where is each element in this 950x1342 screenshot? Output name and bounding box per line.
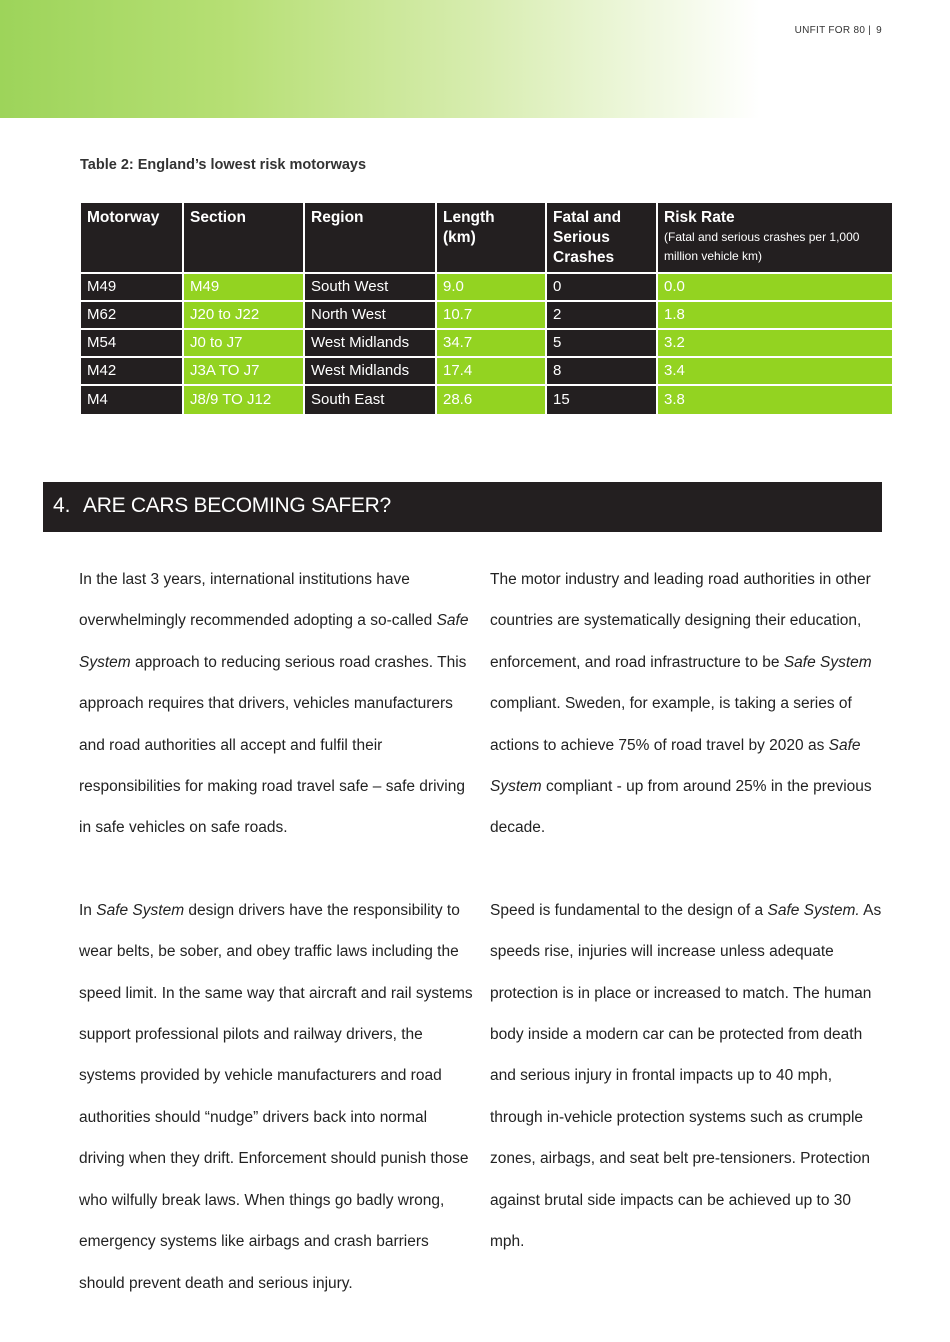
text-run: The motor industry and leading road authorities in other countries are systematically designing their education, enforcement, and road infrastructure to be — [490, 571, 871, 671]
cell-crashes: 8 — [546, 357, 657, 385]
paragraph — [79, 890, 475, 1304]
cell-length: 28.6 — [436, 385, 546, 415]
cell-risk: 3.4 — [657, 357, 893, 385]
section-heading-bar — [43, 482, 882, 532]
cell-crashes: 15 — [546, 385, 657, 415]
cell-section: J20 to J22 — [183, 301, 304, 329]
risk-rate-label: Risk Rate — [664, 209, 735, 226]
cell-motorway: M54 — [80, 329, 183, 357]
length-unit: (km) — [443, 229, 476, 246]
cell-risk: 3.8 — [657, 385, 893, 415]
cell-crashes: 5 — [546, 329, 657, 357]
cell-length: 9.0 — [436, 273, 546, 301]
cell-crashes: 0 — [546, 273, 657, 301]
cell-crashes: 2 — [546, 301, 657, 329]
risk-table — [79, 201, 894, 416]
cell-motorway: M4 — [80, 385, 183, 415]
col-header-fatal-crashes — [546, 202, 657, 273]
cell-region: North West — [304, 301, 436, 329]
right-column — [490, 559, 886, 1263]
fatal-label-1: Fatal and — [553, 209, 622, 226]
cell-motorway: M42 — [80, 357, 183, 385]
risk-rate-sublabel: (Fatal and serious crashes per 1,000 million vehicle km) — [664, 230, 860, 263]
text-run: approach to reducing serious road crashes. This approach requires that drivers, vehicles manufacturers and road authorities all accept and fulfil their responsibilities for making road travel safe – safe driving in safe vehicles on safe roads. — [79, 653, 467, 837]
paragraph — [490, 890, 886, 1263]
table-caption: Table 2: England’s lowest risk motorways — [80, 157, 367, 173]
col-header-length — [436, 202, 546, 273]
cell-length: 17.4 — [436, 357, 546, 385]
table-row — [80, 357, 893, 385]
fatal-label-2: Serious — [553, 229, 610, 246]
cell-section: M49 — [183, 273, 304, 301]
cell-section: J3A TO J7 — [183, 357, 304, 385]
cell-length: 10.7 — [436, 301, 546, 329]
left-column — [79, 559, 475, 1304]
table-header-row — [80, 202, 893, 273]
section-title: ARE CARS BECOMING SAFER? — [83, 494, 391, 517]
table-row — [80, 273, 893, 301]
emphasis: Safe System. — [767, 901, 860, 919]
text-run: design drivers have the responsibility to wear belts, be sober, and obey traffic laws including the speed limit. In the same way that aircraft and rail systems support professional pilots and railway drivers, the systems provided by vehicle manufacturers and road authorities should “nudge” drivers back into normal driving when they drift. Enforcement should punish those who wilfully break laws. When things go badly wrong, emergency systems like airbags and crash barriers should prevent death and serious injury. — [79, 901, 473, 1292]
cell-region: South West — [304, 273, 436, 301]
publication-title: UNFIT FOR 80 — [794, 25, 866, 36]
emphasis: Safe System — [783, 653, 872, 671]
cell-risk: 1.8 — [657, 301, 893, 329]
cell-motorway: M49 — [80, 273, 183, 301]
header-gradient-band — [0, 0, 760, 118]
text-run: compliant - up from around 25% in the previous decade. — [490, 778, 872, 837]
cell-risk: 3.2 — [657, 329, 893, 357]
emphasis: Safe System — [79, 612, 469, 671]
text-run: compliant. Sweden, for example, is taking a series of actions to achieve 75% of road travel by 2020 as — [490, 695, 852, 754]
paragraph — [79, 559, 475, 849]
table-row — [80, 329, 893, 357]
text-run: In the last 3 years, international institutions have overwhelmingly recommended adopting a so-called — [79, 571, 437, 630]
length-label: Length — [443, 209, 495, 226]
col-header-risk-rate — [657, 202, 893, 273]
table-row — [80, 301, 893, 329]
text-run: In — [79, 901, 97, 919]
col-header-region: Region — [304, 202, 436, 273]
page-header — [795, 25, 882, 36]
page-number: 9 — [876, 25, 882, 36]
cell-length: 34.7 — [436, 329, 546, 357]
cell-region: West Midlands — [304, 357, 436, 385]
cell-section: J0 to J7 — [183, 329, 304, 357]
cell-section: J8/9 TO J12 — [183, 385, 304, 415]
text-run: Speed is fundamental to the design of a — [490, 901, 768, 919]
fatal-label-3: Crashes — [553, 249, 615, 266]
cell-region: West Midlands — [304, 329, 436, 357]
cell-risk: 0.0 — [657, 273, 893, 301]
col-header-section: Section — [183, 202, 304, 273]
text-run: As speeds rise, injuries will increase unless adequate protection is in place or increased to match. The human body inside a modern car can be protected from death and serious injury in frontal impacts up to 40 mph, through in-vehicle protection systems such as crumple zones, airbags, and seat belt pre-tensioners. Protection against brutal side impacts can be achieved up to 30 mph. — [490, 901, 882, 1251]
section-number: 4. — [53, 494, 71, 517]
emphasis: Safe System — [96, 901, 185, 919]
cell-motorway: M62 — [80, 301, 183, 329]
emphasis: Safe System — [490, 736, 861, 796]
paragraph — [490, 559, 886, 849]
col-header-motorway: Motorway — [80, 202, 183, 273]
cell-region: South East — [304, 385, 436, 415]
table-row — [80, 385, 893, 415]
header-separator: | — [868, 25, 872, 36]
